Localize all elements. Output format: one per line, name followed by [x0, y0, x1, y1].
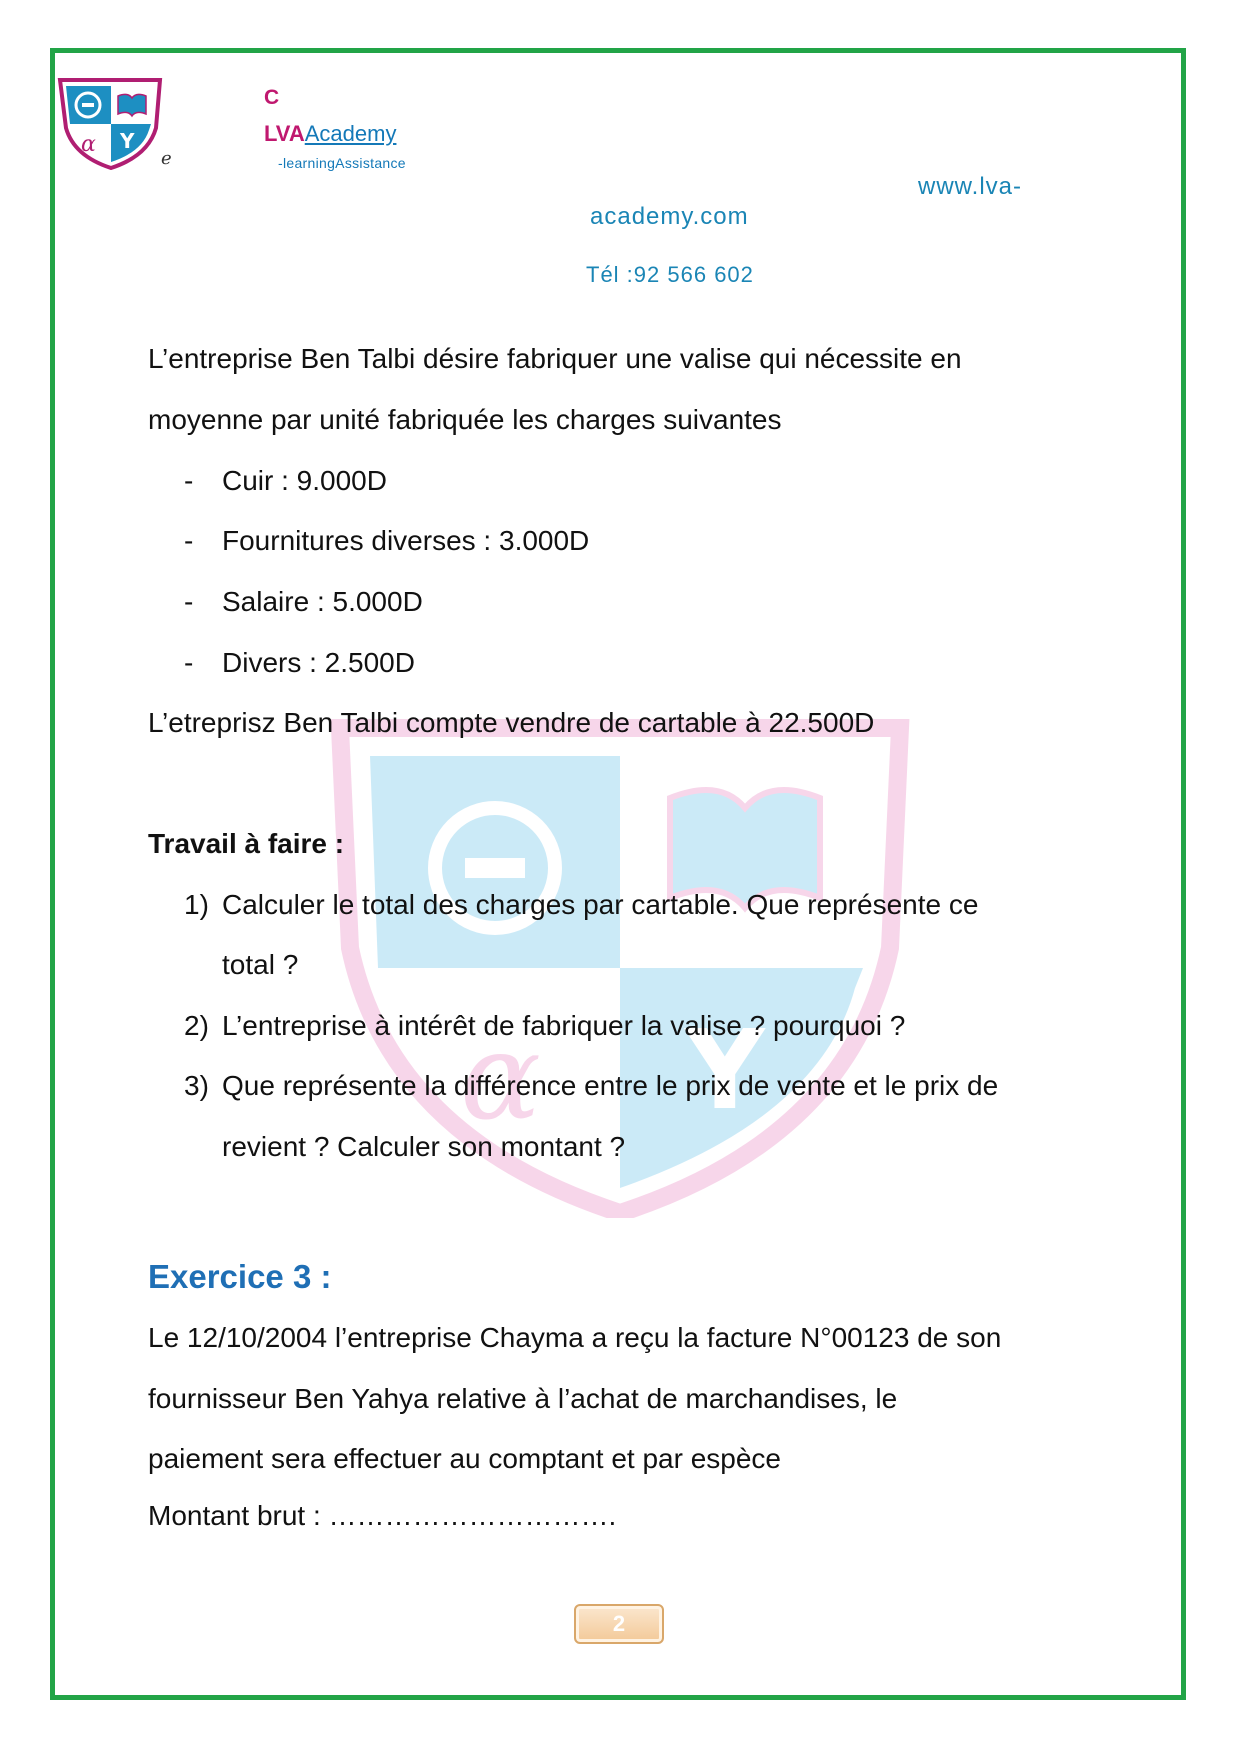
brand-name: [264, 121, 396, 147]
charge-item: Salaire : 5.000D: [222, 586, 423, 617]
work-title: Travail à faire :: [148, 828, 345, 859]
phone-number: Tél :92 566 602: [586, 262, 754, 287]
intro-line-1: L’entreprise Ben Talbi désire fabriquer une valise qui nécessite en: [148, 343, 962, 374]
list-bullet: -: [184, 465, 194, 496]
list-bullet: -: [184, 586, 194, 617]
svg-text:α: α: [81, 132, 96, 157]
question-2-line-1: L’entreprise à intérêt de fabriquer la valise ? pourquoi ?: [222, 1010, 906, 1041]
charge-item: Cuir : 9.000D: [222, 465, 387, 496]
list-bullet: -: [184, 647, 194, 678]
exercise-3-title: Exercice 3 :: [148, 1258, 332, 1295]
question-1-line-1: Calculer le total des charges par cartable. Que représente ce: [222, 889, 979, 920]
question-1-line-2: total ?: [222, 949, 299, 980]
charge-item: Divers : 2.500D: [222, 647, 415, 678]
website-line-1: www.lva-: [918, 173, 1023, 200]
charge-item: Fournitures diverses : 3.000D: [222, 525, 590, 556]
exercise-3-line-3: paiement sera effectuer au comptant et par espèce: [148, 1443, 781, 1474]
brand-lva: LVA: [264, 121, 305, 146]
sale-line: L’etreprisz Ben Talbi compte vendre de cartable à 22.500D: [148, 707, 875, 738]
brand-letter: C: [264, 86, 280, 109]
exercise-3-line-1: Le 12/10/2004 l’entreprise Chayma a reçu la facture N°00123 de son: [148, 1322, 1002, 1353]
question-number: 1): [184, 889, 209, 920]
logo-letter: e: [161, 148, 172, 169]
svg-text:Y: Y: [685, 1006, 765, 1134]
question-3-line-2: revient ? Calculer son montant ?: [222, 1131, 626, 1162]
brand-academy: Academy: [304, 121, 397, 146]
question-3-line-1: Que représente la différence entre le prix de vente et le prix de: [222, 1070, 999, 1101]
svg-text:Y: Y: [120, 129, 135, 153]
website-line-2: academy.com: [590, 203, 749, 230]
svg-text:α: α: [460, 1008, 542, 1147]
list-bullet: -: [184, 525, 194, 556]
lva-shield-logo-icon: [56, 76, 166, 170]
intro-line-2: moyenne par unité fabriquée les charges suivantes: [148, 404, 782, 435]
exercise-3-line-2: fournisseur Ben Yahya relative à l’achat de marchandises, le: [148, 1383, 898, 1414]
question-number: 2): [184, 1010, 209, 1041]
brand-tagline: -learningAssistance: [278, 155, 406, 171]
page-number: 2: [574, 1604, 664, 1644]
exercise-3-line-4: Montant brut : ………………………….: [148, 1500, 617, 1531]
question-number: 3): [184, 1070, 209, 1101]
